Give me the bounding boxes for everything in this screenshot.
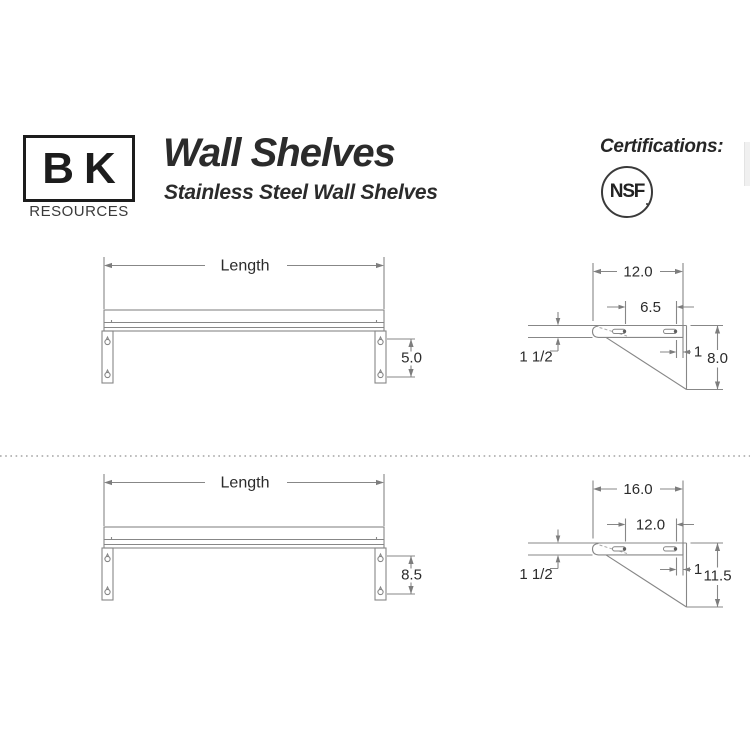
dimension-label-bracket-drop: 5.0 — [401, 349, 422, 367]
dimension-label-length: Length — [220, 257, 270, 275]
dimension-label-thickness: 1 1/2 — [519, 348, 553, 366]
dimension-label-bracket-height: 11.5 — [703, 567, 732, 585]
bottom-shelf-side-view — [519, 481, 731, 608]
dimension-label-edge-offset: 1 — [693, 561, 703, 578]
logo-subtext: RESOURCES — [29, 203, 129, 220]
top-shelf-front-view — [102, 257, 422, 383]
dimension-label-depth: 12.0 — [623, 263, 653, 281]
dimension-label-depth: 16.0 — [623, 481, 653, 498]
dimension-label-edge-offset: 1 — [693, 343, 703, 361]
certifications-label: Certifications: — [600, 136, 724, 157]
dimension-label-bracket-drop: 8.5 — [401, 566, 422, 584]
dimension-label-length: Length — [220, 474, 270, 492]
bottom-shelf-front-view — [102, 474, 422, 600]
logo-text: BK — [42, 143, 126, 193]
nsf-label: NSF — [609, 181, 645, 202]
page-title: Wall Shelves — [163, 131, 395, 175]
dimension-label-slot-spacing: 6.5 — [640, 299, 661, 316]
dimension-label-bracket-height: 8.0 — [707, 350, 728, 367]
top-shelf-side-view — [519, 263, 728, 390]
page-subtitle: Stainless Steel Wall Shelves — [164, 181, 438, 204]
dimension-label-thickness: 1 1/2 — [519, 566, 553, 583]
dimension-label-slot-spacing: 12.0 — [635, 516, 666, 534]
